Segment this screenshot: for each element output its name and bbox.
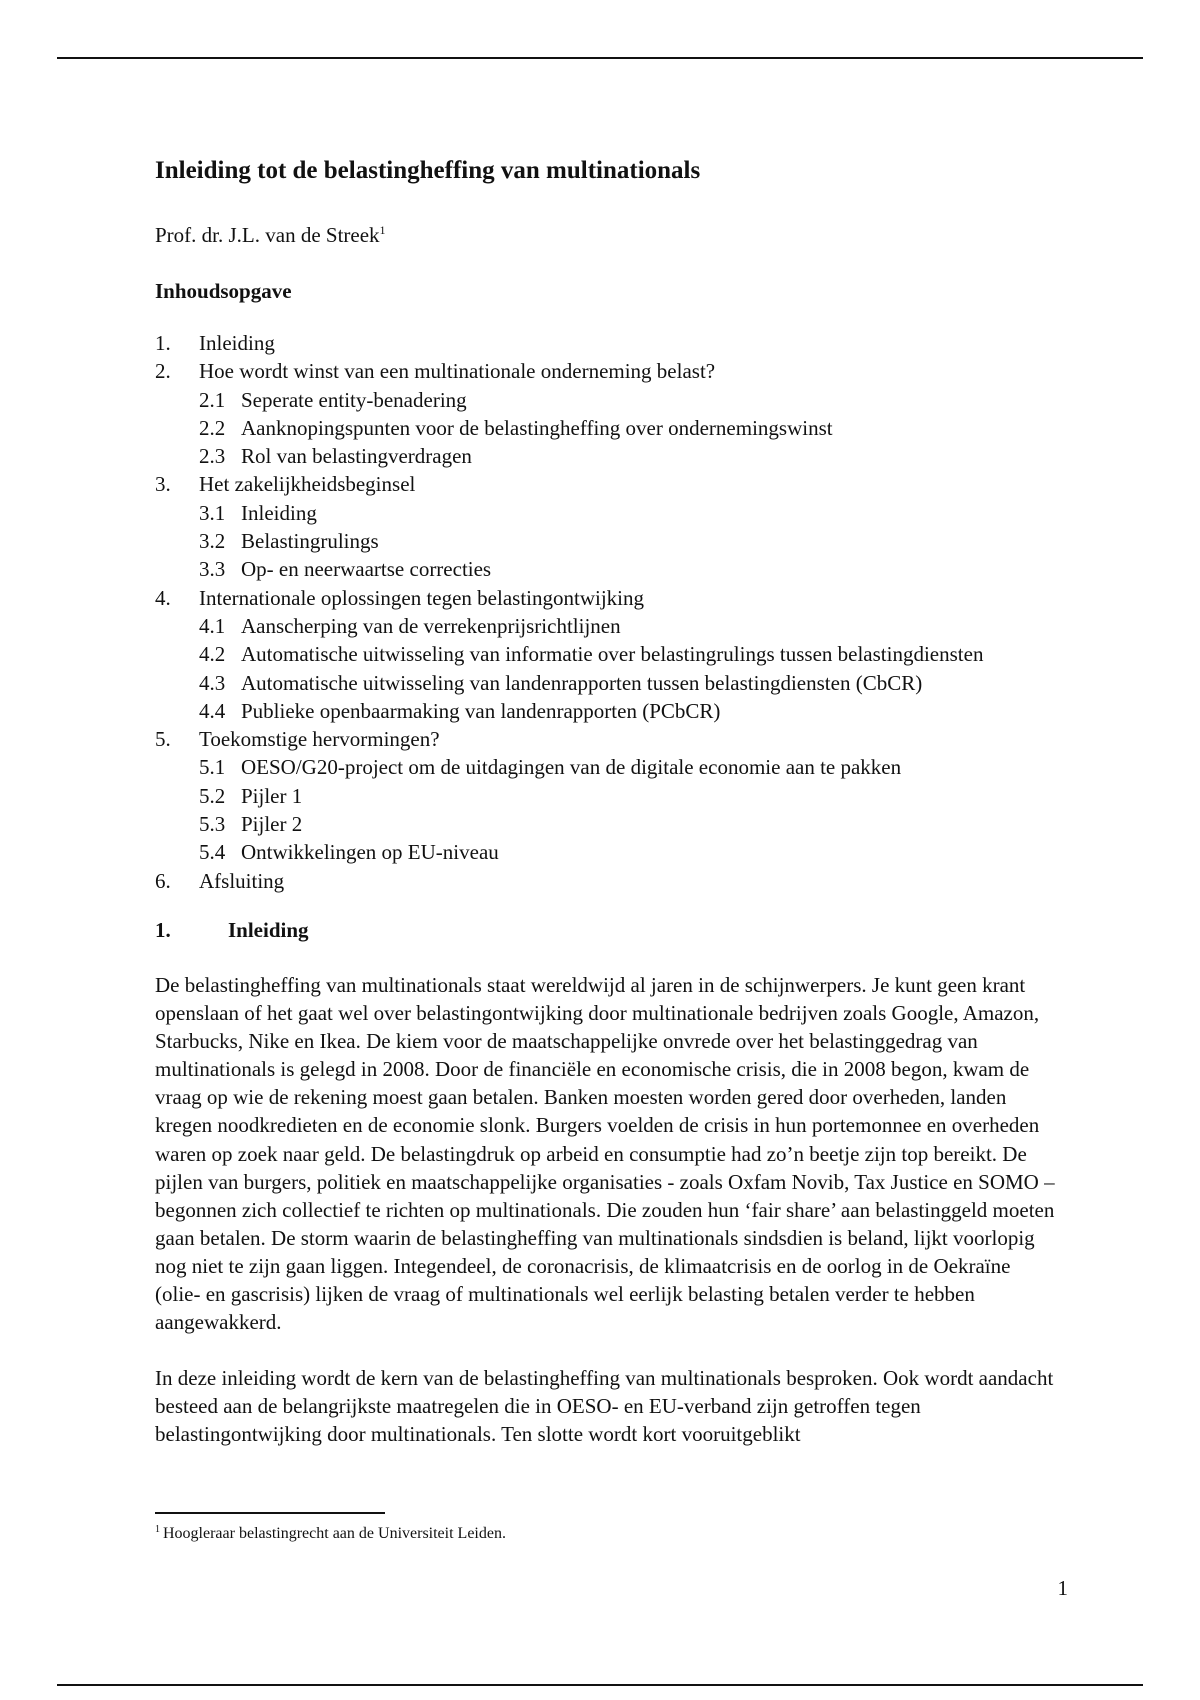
- toc-item-4[interactable]: 4. Internationale oplossingen tegen belastingontwijking: [155, 585, 644, 610]
- toc-item-4-3[interactable]: 4.3 Automatische uitwisseling van landenrapporten tussen belastingdiensten (CbCR): [199, 670, 923, 695]
- toc-item-5-4[interactable]: 5.4 Ontwikkelingen op EU-niveau: [199, 840, 499, 865]
- toc-item-4-2[interactable]: 4.2 Automatische uitwisseling van informatie over belastingrulings tussen belastingdiensten: [199, 642, 984, 667]
- section-title: Inleiding: [228, 917, 309, 942]
- toc-item-3-1[interactable]: 3.1 Inleiding: [199, 500, 317, 525]
- toc-item-6[interactable]: 6. Afsluiting: [155, 868, 285, 893]
- toc-item-5-2[interactable]: 5.2 Pijler 1: [199, 783, 303, 808]
- footnote-separator: [155, 1512, 385, 1514]
- document-title: Inleiding tot de belastingheffing van multinationals: [155, 157, 701, 184]
- toc-item-5[interactable]: 5. Toekomstige hervormingen?: [155, 727, 440, 752]
- toc-item-3-3[interactable]: 3.3 Op- en neerwaartse correcties: [199, 557, 492, 582]
- author-line: [155, 220, 1075, 250]
- footnote-text: Hoogleraar belastingrecht aan de Universiteit Leiden.: [163, 1525, 506, 1542]
- toc-item-2-2[interactable]: 2.2 Aanknopingspunten voor de belastingheffing over ondernemingswinst: [199, 415, 833, 440]
- toc-item-5-1[interactable]: 5.1 OESO/G20-project om de uitdagingen van de digitale economie aan te pakken: [199, 755, 902, 780]
- toc-item-4-1[interactable]: 4.1 Aanscherping van de verrekenprijsrichtlijnen: [199, 613, 621, 638]
- body-paragraph: De belastingheffing van multinationals staat wereldwijd al jaren in de schijnwerpers. Je kunt geen krant openslaan of het gaat wel over belastingontwijking door multinationale bedrijven zoals Google, Amazon, Starbucks, Nike en Ikea. De kiem voor de maatschappelijke onvrede over het belastinggedrag van multinationals is gelegd in 2008. Door de financiële en economische crisis, die in 2008 begon, kwam de vraag op wie de rekening moest gaan betalen. Banken moesten worden gered door overheden, landen kregen noodkredieten en de economie slonk. Burgers voelden de crisis in hun portemonnee en overheden waren op zoek naar geld. De belastingdruk op arbeid en consumptie had zo’n beetje zijn top bereikt. De pijlen van burgers, politiek en maatschappelijke organisaties - zoals Oxfam Novib, Tax Justice en SOMO – begonnen zich collectief te richten op multinationals. Die zouden hun ‘fair share’ aan belastinggeld moeten gaan betalen. De storm waarin de belastingheffing van multinationals sindsdien is beland, lijkt voorlopig nog niet te zijn gaan liggen. Integendeel, de coronacrisis, de klimaatcrisis en de oorlog in de Oekraïne (olie- en gascrisis) lijken de vraag of multinationals wel eerlijk belasting betalen verder te hebben aangewakkerd.: [155, 972, 1055, 1335]
- document-page: [155, 150, 1075, 1469]
- toc-item-2[interactable]: 2. Hoe wordt winst van een multinationale onderneming belast?: [155, 359, 716, 384]
- toc-item-5-3[interactable]: 5.3 Pijler 2: [199, 812, 303, 837]
- toc-heading: Inhoudsopgave: [155, 279, 292, 303]
- toc-item-2-1[interactable]: 2.1 Seperate entity-benadering: [199, 387, 467, 412]
- toc-item-4-4[interactable]: 4.4 Publieke openbaarmaking van landenrapporten (PCbCR): [199, 698, 721, 723]
- author-name: Prof. dr. J.L. van de Streek: [155, 223, 380, 247]
- bottom-rule: [57, 1684, 1143, 1686]
- section-heading-1: [155, 915, 1075, 945]
- top-rule: [57, 57, 1143, 59]
- author-footnote-mark[interactable]: 1: [379, 223, 386, 237]
- toc-item-3[interactable]: 3. Het zakelijkheidsbeginsel: [155, 472, 416, 497]
- section-number: 1.: [155, 917, 171, 942]
- footnote: [155, 1523, 506, 1545]
- toc-item-3-2[interactable]: 3.2 Belastingrulings: [199, 529, 379, 554]
- body-paragraph: In deze inleiding wordt de kern van de belastingheffing van multinationals besproken. Ook wordt aandacht besteed aan de belangrijkste maatregelen die in OESO- en EU-verband zijn getroffen tegen belastingontwijking door multinationals. Ten slotte wordt kort vooruitgeblikt: [155, 1366, 1054, 1447]
- toc-item-2-3[interactable]: 2.3 Rol van belastingverdragen: [199, 444, 472, 469]
- table-of-contents: [155, 329, 1075, 895]
- toc-item-1[interactable]: 1. Inleiding: [155, 331, 275, 355]
- footnote-mark: 1: [155, 1523, 160, 1535]
- page-number: 1: [1057, 1576, 1068, 1600]
